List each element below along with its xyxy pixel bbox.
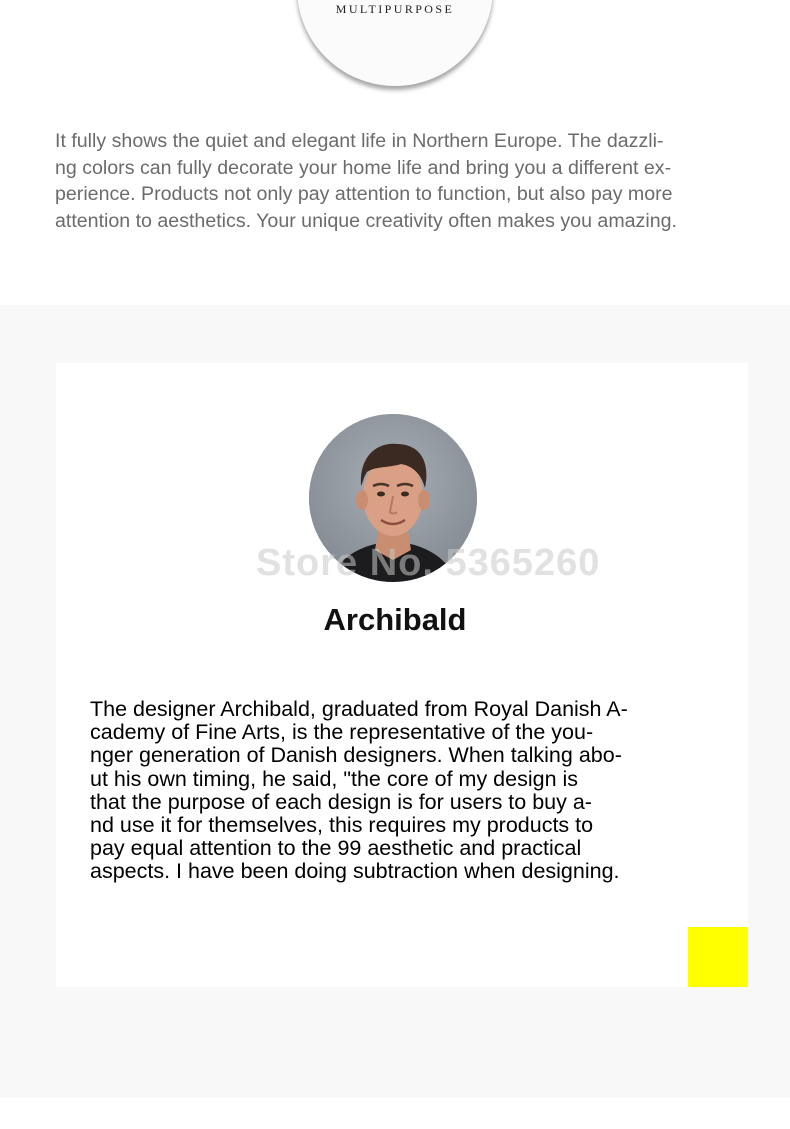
bio-line: aspects. I have been doing subtraction when designing.	[90, 859, 620, 884]
bio-line: nd use it for themselves, this requires my products to	[90, 813, 594, 838]
bio-line: pay equal attention to the 99 aesthetic and practical	[90, 836, 582, 861]
intro-paragraph	[55, 128, 747, 234]
intro-line: It fully shows the quiet and elegant life in Northern Europe. The dazzli-	[55, 130, 664, 152]
intro-line: perience. Products not only pay attention to function, but also pay more	[55, 183, 673, 205]
designer-name: Archibald	[323, 602, 467, 637]
bio-line: cademy of Fine Arts, is the representative of the you-	[90, 720, 594, 745]
bio-line: ut his own timing, he said, "the core of my design is	[90, 766, 579, 791]
intro-line: ng colors can fully decorate your home life and bring you a different ex-	[55, 156, 672, 179]
bio-line: that the purpose of each design is for users to buy a-	[90, 789, 592, 814]
intro-line: attention to aesthetics. Your unique creativity often makes you amazing.	[55, 209, 677, 232]
store-watermark: Store No. 5365260	[256, 542, 601, 584]
bio-line: nger generation of Danish designers. When talking abo-	[90, 743, 622, 768]
yellow-accent-square	[688, 927, 748, 987]
designer-bio	[90, 698, 710, 884]
badge-label: MULTIPURPOSE	[335, 2, 455, 16]
intro-section	[0, 0, 790, 305]
bio-line: The designer Archibald, graduated from Royal Danish A-	[90, 697, 628, 721]
